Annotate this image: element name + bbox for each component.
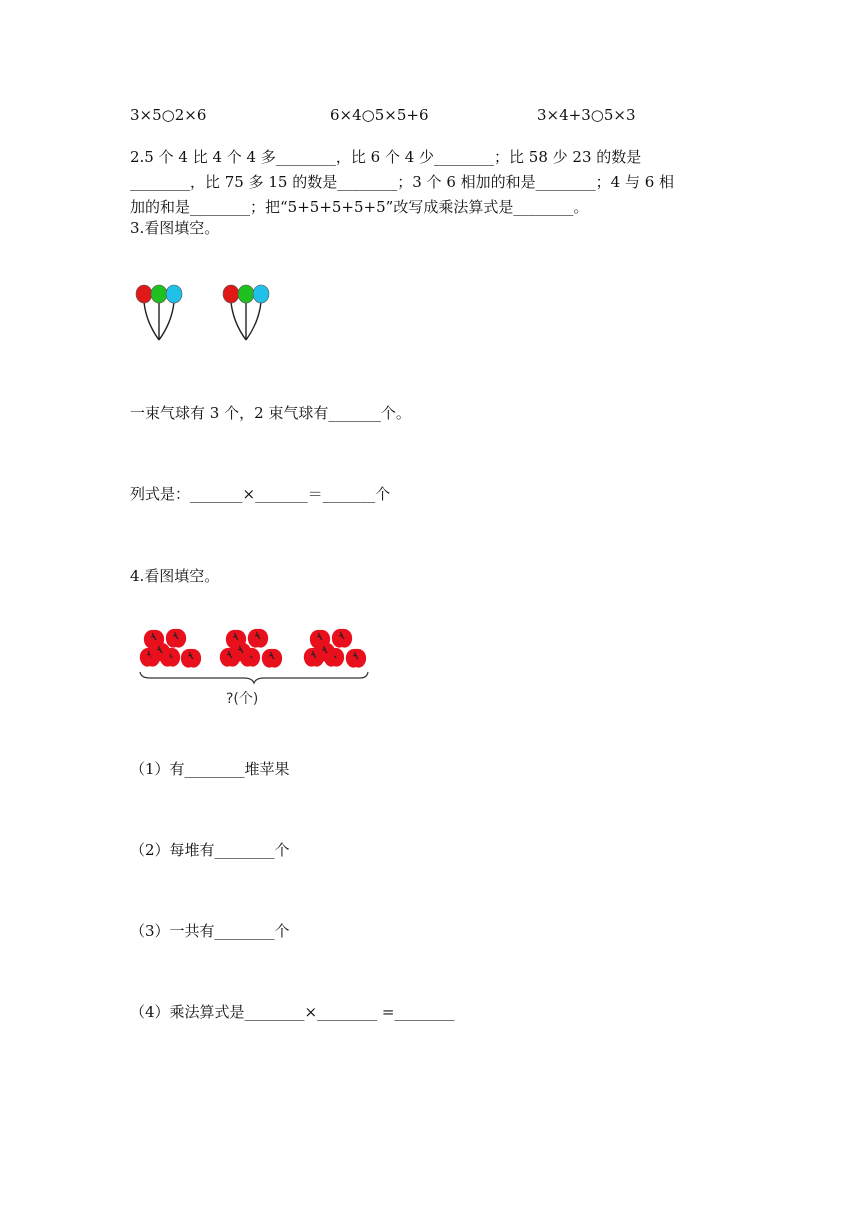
q3-formula: 列式是：_______×_______＝_______个: [130, 485, 391, 503]
q1-item-2: 6×4○5×5+6: [330, 106, 429, 124]
balloon-blue: [166, 285, 182, 303]
balloon-red: [136, 285, 152, 303]
q2-line-2: ________，比 75 多 15 的数是________；3 个 6 相加的和是________；4 与 6 相: [130, 173, 675, 191]
balloon-bunch-2: [223, 285, 269, 340]
q4-item-1: （1）有________堆苹果: [130, 760, 290, 778]
balloon-green: [151, 285, 167, 303]
q3-sentence: 一束气球有 3 个，2 束气球有_______个。: [130, 404, 411, 422]
q1-item-1: 3×5○2×6: [130, 106, 207, 124]
q1-item-3: 3×4+3○5×3: [537, 106, 636, 124]
balloon-bunch-1: [136, 285, 182, 340]
balloon-red: [223, 285, 239, 303]
q4-title: 4.看图填空。: [130, 567, 220, 585]
apple-pile-3: [304, 629, 366, 668]
q2-line-3: 加的和是________；把“5+5+5+5+5”改写成乘法算式是________。: [130, 198, 589, 216]
q4-item-4: （4）乘法算式是________×________ =________: [130, 1003, 455, 1021]
q4-item-2: （2）每堆有________个: [130, 841, 290, 859]
apple-pile-1: [140, 629, 201, 668]
q4-item-3: （3）一共有________个: [130, 922, 290, 940]
balloon-green: [238, 285, 254, 303]
curly-brace: [140, 672, 368, 683]
q3-title: 3.看图填空。: [130, 219, 220, 237]
balloon-blue: [253, 285, 269, 303]
balloon-bunches-illustration: [130, 278, 290, 348]
brace-label: ?(个): [226, 691, 259, 707]
q2-line-1: 2.5 个 4 比 4 个 4 多________，比 6 个 4 少________；比 58 少 23 的数是: [130, 148, 642, 166]
apple-pile-2: [220, 629, 282, 668]
